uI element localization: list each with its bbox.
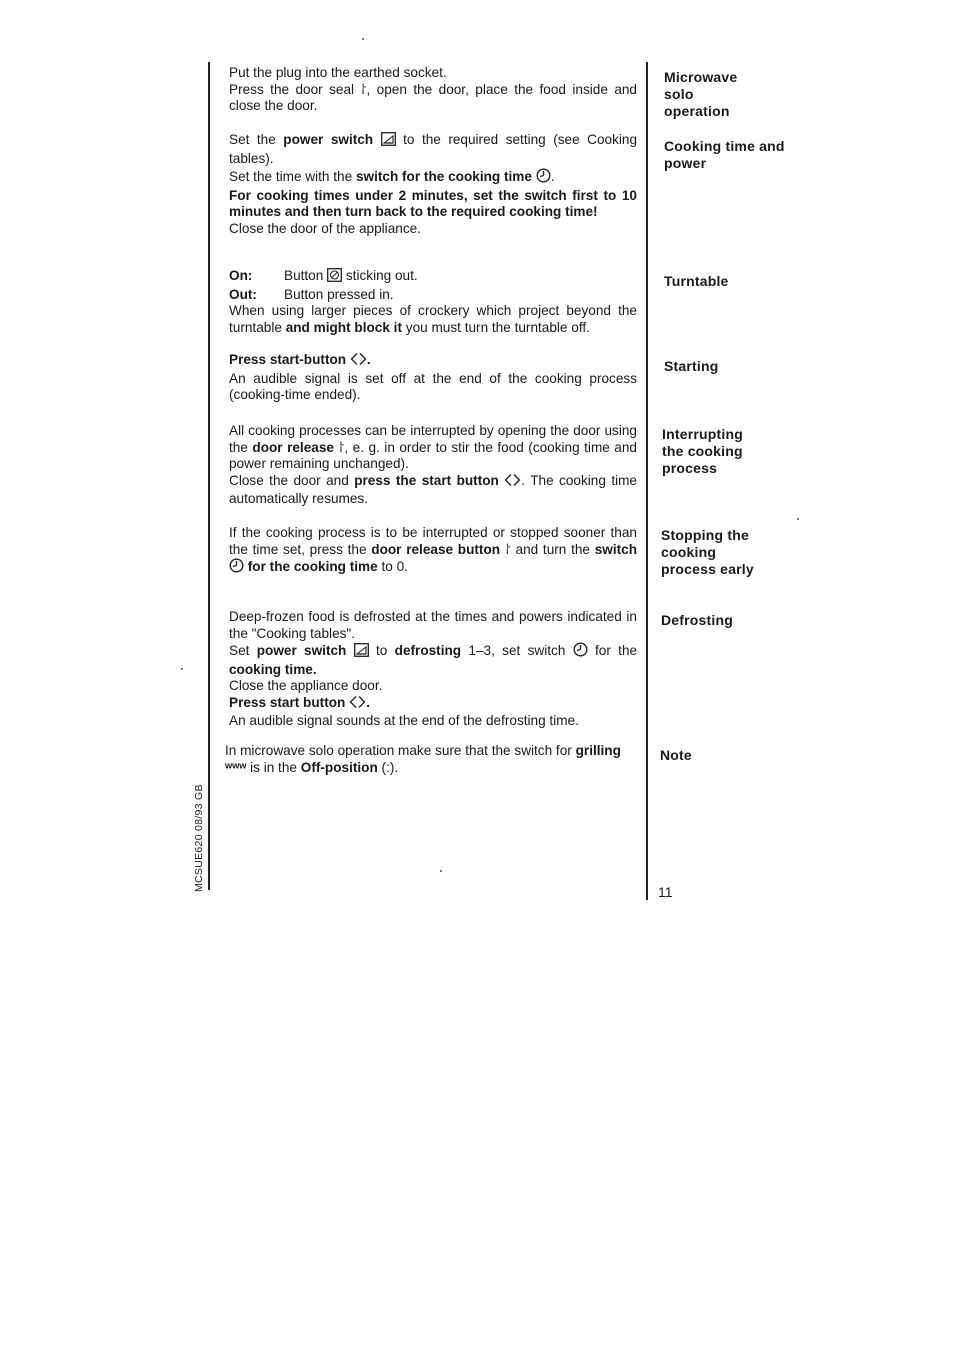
section-plug-in bbox=[229, 65, 637, 115]
text-paragraph bbox=[229, 82, 637, 115]
text-run: Set the bbox=[229, 132, 276, 147]
text-paragraph bbox=[225, 743, 633, 776]
text-line: Close the appliance door. bbox=[229, 678, 383, 693]
heading-defrosting: Defrosting bbox=[661, 612, 733, 628]
text-run: for the bbox=[595, 643, 638, 658]
text-run: Button bbox=[284, 268, 324, 283]
text-paragraph: Deep-frozen food is defrosted at the times and powers indicated in the "Cooking tables". bbox=[229, 609, 637, 641]
text-run-bold: . bbox=[366, 694, 370, 710]
section-cooking-time-power bbox=[229, 132, 637, 237]
text-paragraph bbox=[229, 132, 637, 167]
text-run: . The cooking time automatically resumes. bbox=[229, 472, 637, 506]
on-label: On: bbox=[229, 268, 253, 283]
text-run: Close the door and bbox=[229, 472, 349, 488]
clock-switch-icon bbox=[536, 168, 551, 188]
text-run-bold: door release bbox=[252, 439, 334, 455]
door-release-icon: ⸷ bbox=[360, 81, 367, 97]
text-run-bold: defrosting bbox=[394, 643, 462, 658]
on-text bbox=[284, 268, 418, 287]
text-run: All cooking processes can be interrupted by opening the door using the bbox=[229, 423, 637, 455]
out-row bbox=[229, 287, 637, 304]
text-run: Set bbox=[229, 643, 250, 658]
text-run-bold: For cooking times under 2 minutes, set the switch first to 10 minutes and then turn back to the required cooking time! bbox=[229, 187, 637, 219]
text-run: 1–3, set switch bbox=[468, 643, 566, 658]
door-release-icon: ⸷ bbox=[338, 439, 345, 455]
start-button-icon bbox=[504, 473, 521, 492]
text-paragraph bbox=[229, 168, 637, 188]
text-paragraph bbox=[229, 695, 637, 714]
column-divider-rule bbox=[646, 62, 648, 900]
heading-interrupting: Interrupting the cooking process bbox=[662, 426, 743, 476]
section-interrupting bbox=[229, 423, 637, 508]
heading-turntable: Turntable bbox=[664, 273, 729, 289]
section-starting bbox=[229, 352, 637, 404]
clock-switch-icon bbox=[573, 642, 588, 662]
scan-speck bbox=[362, 38, 364, 40]
start-button-icon bbox=[349, 695, 366, 714]
power-switch-icon bbox=[381, 132, 396, 151]
text-line: Put the plug into the earthed socket. bbox=[229, 65, 447, 80]
grill-icon: ʷʷʷ bbox=[225, 759, 247, 775]
warning-paragraph bbox=[229, 188, 637, 221]
document-code: MCSUE620 08/93 GB bbox=[193, 784, 205, 892]
text-paragraph bbox=[229, 473, 637, 508]
text-run-bold: grilling bbox=[575, 743, 621, 758]
heading-cooking-time-power: Cooking time and power bbox=[664, 138, 785, 171]
text-run: If the cooking process is to be interrupted or stopped sooner than the time set, press the bbox=[229, 525, 637, 557]
text-run: When using larger pieces of crockery which project beyond the turntable bbox=[229, 303, 637, 335]
scan-speck bbox=[440, 870, 442, 872]
section-stopping bbox=[229, 525, 637, 578]
text-line: An audible signal sounds at the end of the defrosting time. bbox=[229, 713, 579, 728]
text-run: and turn the bbox=[515, 541, 590, 557]
text-run: to bbox=[375, 643, 388, 658]
text-paragraph bbox=[229, 525, 637, 578]
text-run-bold: door release button bbox=[371, 541, 501, 557]
text-run-bold: cooking time. bbox=[229, 661, 317, 677]
text-paragraph bbox=[229, 303, 637, 336]
text-run-bold: press the start button bbox=[354, 472, 499, 488]
heading-microwave-solo-operation: Microwave solo operation bbox=[664, 69, 738, 119]
text-paragraph bbox=[229, 352, 637, 371]
text-run: . bbox=[550, 169, 555, 184]
section-defrosting bbox=[229, 609, 637, 730]
text-line: Close the door of the appliance. bbox=[229, 220, 421, 236]
section-turntable bbox=[229, 268, 637, 336]
text-run: you must turn the turntable off. bbox=[405, 319, 590, 335]
text-run-bold: Off-position bbox=[300, 759, 378, 775]
text-run: is in the bbox=[250, 759, 297, 775]
on-row bbox=[229, 268, 637, 287]
text-paragraph bbox=[229, 423, 637, 473]
text-run-bold: . bbox=[366, 352, 371, 367]
text-paragraph bbox=[229, 642, 637, 678]
text-run: Press the door seal bbox=[229, 81, 355, 97]
text-run: , e. g. in order to stir the food (cooking time and power remaining unchanged). bbox=[229, 439, 637, 471]
scan-speck bbox=[797, 518, 799, 520]
heading-stopping: Stopping the cooking process early bbox=[661, 527, 754, 577]
section-note bbox=[225, 743, 633, 776]
clock-switch-icon bbox=[229, 558, 244, 578]
text-run-bold: power switch bbox=[256, 643, 347, 658]
heading-starting: Starting bbox=[664, 358, 719, 374]
out-label: Out: bbox=[229, 286, 257, 302]
left-margin-rule bbox=[208, 62, 210, 890]
text-run: Set the time with the bbox=[229, 169, 353, 184]
text-run-bold: power switch bbox=[283, 132, 374, 147]
door-release-icon: ⸷ bbox=[504, 541, 511, 557]
start-button-icon bbox=[350, 352, 367, 371]
text-run-bold: switch bbox=[594, 541, 638, 557]
text-run-bold: for the cooking time bbox=[247, 559, 378, 574]
heading-note: Note bbox=[660, 747, 692, 763]
text-run: In microwave solo operation make sure that the switch for bbox=[225, 743, 572, 758]
power-switch-icon bbox=[354, 643, 369, 662]
text-run: (:). bbox=[381, 759, 399, 775]
text-run-bold: Press start button bbox=[229, 694, 346, 710]
text-run: , open the door, place the food inside and close the door. bbox=[229, 81, 637, 113]
out-text: Button pressed in. bbox=[284, 286, 394, 302]
page-number: 11 bbox=[658, 884, 673, 900]
text-run-bold: Press start-button bbox=[229, 352, 347, 367]
scan-speck bbox=[181, 668, 183, 670]
text-run: to 0. bbox=[381, 559, 408, 574]
text-paragraph: An audible signal is set off at the end of the cooking process (cooking-time ended). bbox=[229, 370, 637, 402]
turntable-icon bbox=[327, 268, 342, 287]
text-run-bold: and might block it bbox=[285, 319, 402, 335]
text-run: sticking out. bbox=[345, 268, 418, 283]
text-run: to the required setting (see Cooking tables). bbox=[229, 132, 638, 166]
text-run-bold: switch for the cooking time bbox=[355, 169, 532, 184]
